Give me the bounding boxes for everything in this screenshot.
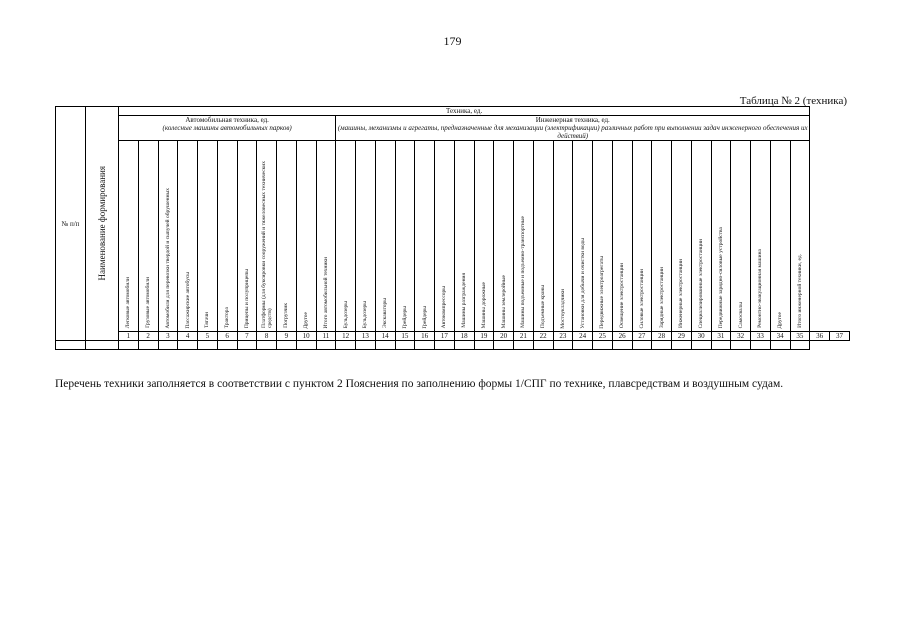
column-number: 18 bbox=[454, 332, 474, 341]
column-header: Машины дорожные bbox=[474, 141, 494, 332]
column-number: 34 bbox=[770, 332, 790, 341]
data-cell[interactable] bbox=[356, 341, 376, 350]
column-number: 30 bbox=[691, 332, 711, 341]
column-header: Специализированные электростанции bbox=[691, 141, 711, 332]
data-cell[interactable] bbox=[514, 341, 534, 350]
column-header: Передвижные зарядно-силовые устройства bbox=[711, 141, 731, 332]
data-cell[interactable] bbox=[375, 341, 395, 350]
data-cell[interactable] bbox=[138, 341, 158, 350]
column-number: 35 bbox=[790, 332, 810, 341]
column-number: 32 bbox=[731, 332, 751, 341]
column-header: Погрузчик bbox=[277, 141, 297, 332]
column-number: 16 bbox=[415, 332, 435, 341]
data-cell[interactable] bbox=[790, 341, 810, 350]
column-header: Ремонтно-эвакуационная машина bbox=[751, 141, 771, 332]
column-number: 25 bbox=[593, 332, 613, 341]
column-number: 2 bbox=[138, 332, 158, 341]
column-number: 22 bbox=[533, 332, 553, 341]
column-header: Мостоукладчики bbox=[553, 141, 573, 332]
auto-group-header: Автомобильная техника, ед. (колесные машины автомобильных парков) bbox=[119, 116, 336, 141]
data-cell[interactable] bbox=[198, 341, 218, 350]
column-number: 26 bbox=[612, 332, 632, 341]
column-number: 15 bbox=[395, 332, 415, 341]
data-cell[interactable] bbox=[316, 341, 336, 350]
column-header: Установки для добычи и очистки воды bbox=[573, 141, 593, 332]
column-header: Тягачи bbox=[198, 141, 218, 332]
column-header: Грейдеры bbox=[415, 141, 435, 332]
column-header: Бульдозеры bbox=[356, 141, 376, 332]
data-cell[interactable] bbox=[672, 341, 692, 350]
name-header: Наименование формирования bbox=[86, 107, 119, 341]
data-row[interactable] bbox=[56, 341, 850, 350]
page-number: 179 bbox=[443, 34, 462, 48]
data-cell[interactable] bbox=[395, 341, 415, 350]
data-cell[interactable] bbox=[119, 341, 139, 350]
column-header: Пассажирские автобусы bbox=[178, 141, 198, 332]
data-cell[interactable] bbox=[533, 341, 553, 350]
data-cell[interactable] bbox=[751, 341, 771, 350]
column-number: 8 bbox=[257, 332, 277, 341]
column-header: Итого инженерной техники, ед. bbox=[790, 141, 810, 332]
column-number: 12 bbox=[336, 332, 356, 341]
data-cell[interactable] bbox=[474, 341, 494, 350]
column-number: 17 bbox=[435, 332, 455, 341]
column-number: 21 bbox=[514, 332, 534, 341]
column-header: Другое bbox=[770, 141, 790, 332]
column-header: Легковые автомобили bbox=[119, 141, 139, 332]
data-cell[interactable] bbox=[593, 341, 613, 350]
column-number: 6 bbox=[217, 332, 237, 341]
data-cell[interactable] bbox=[770, 341, 790, 350]
column-header: Зарядные электростанции bbox=[652, 141, 672, 332]
column-number: 13 bbox=[356, 332, 376, 341]
column-number: 28 bbox=[652, 332, 672, 341]
column-number: 24 bbox=[573, 332, 593, 341]
column-number: 3 bbox=[158, 332, 178, 341]
column-header: Грузовые автомобили bbox=[138, 141, 158, 332]
data-cell[interactable] bbox=[652, 341, 672, 350]
data-cell[interactable] bbox=[553, 341, 573, 350]
column-numbers-row bbox=[56, 332, 850, 341]
data-cell[interactable] bbox=[632, 341, 652, 350]
column-number: 7 bbox=[237, 332, 257, 341]
data-cell[interactable] bbox=[237, 341, 257, 350]
column-header: Машины разграждения bbox=[454, 141, 474, 332]
column-number: 20 bbox=[494, 332, 514, 341]
data-cell[interactable] bbox=[296, 341, 316, 350]
column-header: Платформы (для буксировки сооружений и тяжеловесных технических средств) bbox=[257, 141, 277, 332]
column-number: 23 bbox=[553, 332, 573, 341]
data-cell[interactable] bbox=[691, 341, 711, 350]
column-header: Экскаваторы bbox=[375, 141, 395, 332]
column-number: 5 bbox=[198, 332, 218, 341]
column-header: Машины подъемные и подъемно-транспортные bbox=[514, 141, 534, 332]
column-header: Прицепы и полуприцепы bbox=[237, 141, 257, 332]
column-number: 4 bbox=[178, 332, 198, 341]
data-cell[interactable] bbox=[217, 341, 237, 350]
data-cell[interactable] bbox=[612, 341, 632, 350]
data-cell[interactable] bbox=[336, 341, 356, 350]
column-header: Бульдозеры bbox=[336, 141, 356, 332]
column-header: Другое bbox=[296, 141, 316, 332]
data-cell[interactable] bbox=[158, 341, 178, 350]
data-cell[interactable] bbox=[454, 341, 474, 350]
column-number: 19 bbox=[474, 332, 494, 341]
data-cell[interactable] bbox=[86, 341, 119, 350]
column-number: 37 bbox=[830, 332, 850, 341]
column-header: Самосвалы bbox=[731, 141, 751, 332]
column-header: Освещение электростанции bbox=[612, 141, 632, 332]
table-title: Таблица № 2 (техника) bbox=[739, 95, 847, 107]
column-header: Силовые электростанции bbox=[632, 141, 652, 332]
header-row-1 bbox=[56, 107, 850, 116]
data-cell[interactable] bbox=[415, 341, 435, 350]
column-number: 14 bbox=[375, 332, 395, 341]
column-header: Итого автомобильной техники bbox=[316, 141, 336, 332]
column-number: 10 bbox=[296, 332, 316, 341]
technika-header: Техника, ед. bbox=[119, 107, 810, 116]
data-cell[interactable] bbox=[178, 341, 198, 350]
eng-group-header: Инженерная техника, ед. (машины, механизмы и агрегаты, предназначенные для механизации (электрификации) различных работ при выполнении задач инженерного обеспечения их действий) bbox=[336, 116, 810, 141]
column-header: Подъемные краны bbox=[533, 141, 553, 332]
column-number: 36 bbox=[810, 332, 830, 341]
column-number: 31 bbox=[711, 332, 731, 341]
npp-header: № п/п bbox=[56, 107, 86, 341]
column-header: Автокомпрессоры bbox=[435, 141, 455, 332]
column-number: 9 bbox=[277, 332, 297, 341]
column-headers-row bbox=[56, 141, 850, 332]
column-number: 1 bbox=[119, 332, 139, 341]
column-number: 27 bbox=[632, 332, 652, 341]
column-header: Инженерные электростанции bbox=[672, 141, 692, 332]
data-cell[interactable] bbox=[731, 341, 751, 350]
equipment-table bbox=[55, 106, 850, 350]
column-number: 11 bbox=[316, 332, 336, 341]
data-cell[interactable] bbox=[435, 341, 455, 350]
data-cell[interactable] bbox=[573, 341, 593, 350]
header-row-2 bbox=[56, 116, 850, 141]
column-header: Трактора bbox=[217, 141, 237, 332]
data-cell[interactable] bbox=[494, 341, 514, 350]
data-cell[interactable] bbox=[277, 341, 297, 350]
column-number: 33 bbox=[751, 332, 771, 341]
data-cell[interactable] bbox=[56, 341, 86, 350]
footer-note: Перечень техники заполняется в соответствии с пунктом 2 Пояснения по заполнению формы 1/СПГ по технике, плавсредствам и воздушным судам. bbox=[55, 378, 784, 390]
column-number: 29 bbox=[672, 332, 692, 341]
column-header: Грейдеры bbox=[395, 141, 415, 332]
column-header: Автомобили для перевозки твердой и сыпучей обрушенных bbox=[158, 141, 178, 332]
data-cell[interactable] bbox=[711, 341, 731, 350]
column-header: Машины землеройные bbox=[494, 141, 514, 332]
column-header: Передвижные электроагрегаты bbox=[593, 141, 613, 332]
data-cell[interactable] bbox=[257, 341, 277, 350]
